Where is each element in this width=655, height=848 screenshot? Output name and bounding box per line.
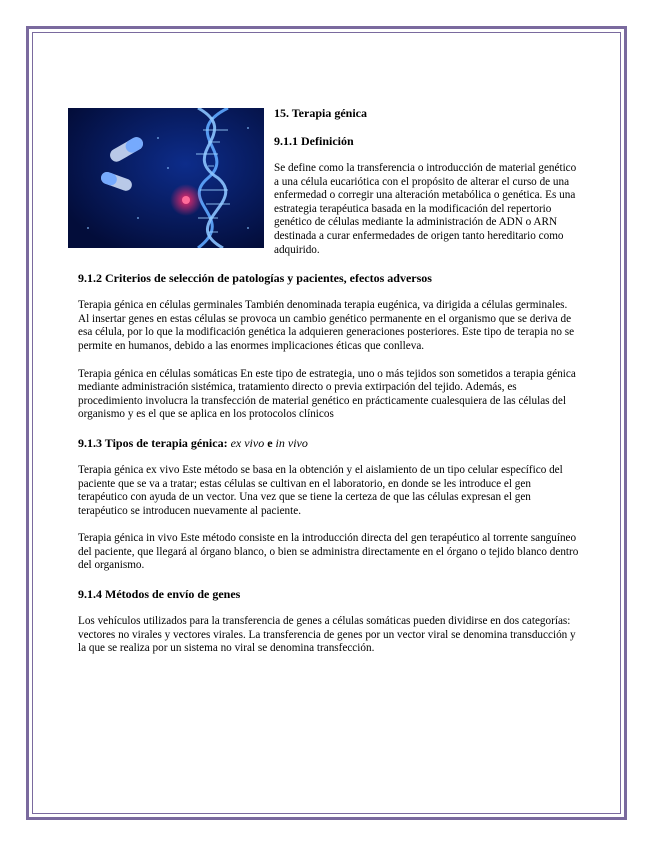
dna-illustration bbox=[68, 108, 264, 248]
definicion-paragraph: Se define como la transferencia o introducción de material genético a una célula eucariótica con el propósito de alterar el curso de una enfermedad o corregir una alteración metabólica o genética. Es una estrategia terapéutica basada en la modificación del repertorio genético de células mediante la administración de ADN o ARN destinada a curar enfermedades de origen tanto hereditario como adquirido. bbox=[274, 162, 577, 256]
in-vivo-paragraph: Terapia génica in vivo Este método consiste en la introducción directa del gen terapéutico al torrente sanguíneo del paciente, que llegará al órgano blanco, o bien se administra directamente en el órgano o tejido blanco dentro del organismo. bbox=[78, 532, 579, 572]
dna-helix-icon bbox=[68, 108, 264, 248]
heading-prefix: 9.1.3 Tipos de terapia génica: bbox=[78, 435, 231, 450]
heading-in-vivo: in vivo bbox=[275, 435, 308, 450]
heading-ex-vivo: ex vivo bbox=[230, 435, 265, 450]
section-heading-metodos: 9.1.4 Métodos de envío de genes bbox=[78, 587, 241, 602]
ex-vivo-paragraph: Terapia génica ex vivo Este método se basa en la obtención y el aislamiento de un tipo celular específico del paciente que se va a tratar; estas células se cultivan en el laboratorio, en donde se les introduce el gen terapéutico con ayuda de un vector. Una vez que se tiene la certeza de que las células expresan el gen terapéutico se introducen nuevamente al paciente. bbox=[78, 463, 563, 517]
metodos-paragraph: Los vehículos utilizados para la transferencia de genes a células somáticas pueden dividirse en dos categorías: vectores no virales y vectores virales. La transferencia de genes por un vector viral se denomina transducción y la que se realiza por un sistema no viral se denomina transfección. bbox=[78, 615, 576, 655]
section-heading-criterios: 9.1.2 Criterios de selección de patologías y pacientes, efectos adversos bbox=[78, 271, 432, 286]
somaticas-paragraph: Terapia génica en células somáticas En este tipo de estrategia, uno o más tejidos son sometidos a terapia génica mediante administración sistémica, tratamiento directo o previa extirpación del tejido. Además, es procedimiento involucra la transfección de material genético en prácticamente cualesquiera de las células del organismo y es el que se aplica en los protocolos clínicos bbox=[78, 367, 576, 421]
germinales-paragraph: Terapia génica en células germinales También denominada terapia eugénica, va dirigida a células germinales. Al insertar genes en estas células se provoca un cambio genético permanente en el organismo que se deriva de esa célula, por lo que la modificación genética la adquieren generaciones posteriores. Este tipo de terapia no se permite en humanos, debido a las enormes implicaciones éticas que conlleva. bbox=[78, 299, 575, 352]
section-heading-tipos bbox=[78, 436, 580, 450]
section-heading-definicion: 9.1.1 Definición bbox=[274, 134, 354, 148]
document-title: 15. Terapia génica bbox=[274, 106, 368, 120]
document-body bbox=[78, 106, 580, 670]
heading-and: e bbox=[264, 435, 276, 450]
